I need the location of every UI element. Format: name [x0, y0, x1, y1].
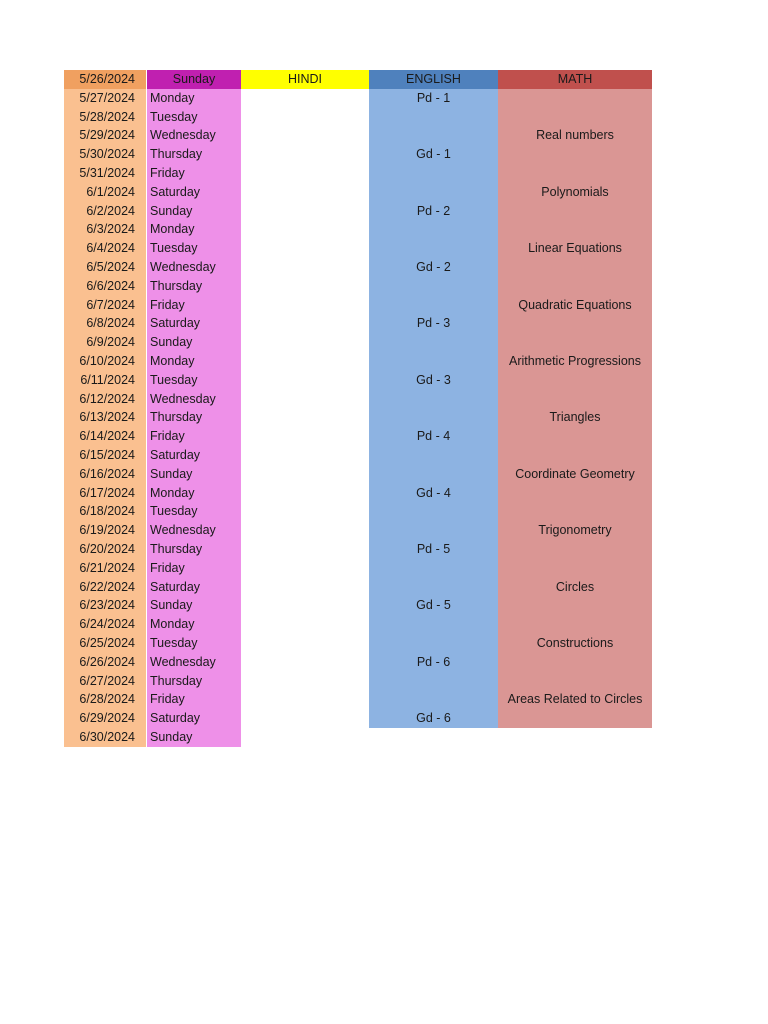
math-cell[interactable]: [498, 653, 652, 672]
table-row: [64, 502, 652, 521]
day-cell[interactable]: Wednesday: [147, 653, 241, 672]
date-cell[interactable]: 6/11/2024: [64, 371, 146, 390]
math-cell[interactable]: [498, 202, 652, 221]
english-cell[interactable]: [369, 690, 498, 709]
english-cell[interactable]: [369, 578, 498, 597]
hindi-cell[interactable]: [241, 183, 369, 202]
date-cell[interactable]: 6/20/2024: [64, 540, 146, 559]
math-cell[interactable]: [498, 371, 652, 390]
english-cell[interactable]: Pd - 6: [369, 653, 498, 672]
table-row: [64, 145, 652, 164]
day-cell[interactable]: Sunday: [147, 333, 241, 352]
date-cell[interactable]: 6/18/2024: [64, 502, 146, 521]
table-row: [64, 728, 652, 747]
hindi-cell[interactable]: [241, 352, 369, 371]
day-cell[interactable]: Monday: [147, 352, 241, 371]
math-cell[interactable]: [498, 446, 652, 465]
table-row: [64, 709, 652, 728]
table-row: [64, 465, 652, 484]
math-cell[interactable]: [498, 728, 652, 747]
day-cell[interactable]: Tuesday: [147, 634, 241, 653]
header-date-cell[interactable]: 5/26/2024: [64, 70, 146, 89]
date-cell[interactable]: 6/24/2024: [64, 615, 146, 634]
hindi-cell[interactable]: [241, 408, 369, 427]
date-cell[interactable]: 6/13/2024: [64, 408, 146, 427]
day-cell[interactable]: Tuesday: [147, 239, 241, 258]
table-row: [64, 126, 652, 145]
math-cell[interactable]: Constructions: [498, 634, 652, 653]
date-cell[interactable]: 6/19/2024: [64, 521, 146, 540]
date-cell[interactable]: 6/27/2024: [64, 672, 146, 691]
table-row: [64, 653, 652, 672]
math-cell[interactable]: [498, 615, 652, 634]
math-cell[interactable]: [498, 89, 652, 108]
hindi-cell[interactable]: [241, 89, 369, 108]
hindi-cell[interactable]: [241, 108, 369, 127]
date-cell[interactable]: 6/10/2024: [64, 352, 146, 371]
day-cell[interactable]: Tuesday: [147, 502, 241, 521]
english-cell[interactable]: [369, 333, 498, 352]
header-english-cell[interactable]: ENGLISH: [369, 70, 498, 89]
math-cell[interactable]: [498, 672, 652, 691]
english-cell[interactable]: [369, 672, 498, 691]
header-math-cell[interactable]: MATH: [498, 70, 652, 89]
table-row: [64, 164, 652, 183]
date-cell[interactable]: 6/6/2024: [64, 277, 146, 296]
hindi-cell[interactable]: [241, 709, 369, 728]
hindi-cell[interactable]: [241, 559, 369, 578]
math-cell[interactable]: [498, 596, 652, 615]
day-cell[interactable]: Sunday: [147, 202, 241, 221]
english-cell[interactable]: [369, 239, 498, 258]
day-cell[interactable]: Thursday: [147, 672, 241, 691]
math-cell[interactable]: [498, 427, 652, 446]
header-hindi-cell[interactable]: HINDI: [241, 70, 369, 89]
math-cell[interactable]: [498, 314, 652, 333]
hindi-cell[interactable]: [241, 314, 369, 333]
table-row: [64, 672, 652, 691]
day-cell[interactable]: Wednesday: [147, 258, 241, 277]
math-cell[interactable]: [498, 709, 652, 728]
hindi-cell[interactable]: [241, 258, 369, 277]
day-cell[interactable]: Saturday: [147, 183, 241, 202]
english-cell[interactable]: [369, 446, 498, 465]
date-cell[interactable]: 6/16/2024: [64, 465, 146, 484]
table-row: [64, 296, 652, 315]
table-row: [64, 408, 652, 427]
english-cell[interactable]: Gd - 4: [369, 484, 498, 503]
hindi-cell[interactable]: [241, 239, 369, 258]
english-cell[interactable]: [369, 390, 498, 409]
day-cell[interactable]: Thursday: [147, 408, 241, 427]
hindi-cell[interactable]: [241, 634, 369, 653]
day-cell[interactable]: Monday: [147, 615, 241, 634]
day-cell[interactable]: Monday: [147, 220, 241, 239]
english-cell[interactable]: [369, 728, 498, 747]
day-cell[interactable]: Wednesday: [147, 521, 241, 540]
date-cell[interactable]: 6/23/2024: [64, 596, 146, 615]
day-cell[interactable]: Friday: [147, 690, 241, 709]
english-cell[interactable]: Pd - 2: [369, 202, 498, 221]
table-row: [64, 578, 652, 597]
english-cell[interactable]: [369, 277, 498, 296]
day-cell[interactable]: Thursday: [147, 540, 241, 559]
day-cell[interactable]: Saturday: [147, 314, 241, 333]
table-row: [64, 89, 652, 108]
hindi-cell[interactable]: [241, 728, 369, 747]
math-cell[interactable]: Areas Related to Circles: [498, 690, 652, 709]
day-cell[interactable]: Thursday: [147, 277, 241, 296]
day-cell[interactable]: Friday: [147, 559, 241, 578]
table-row: [64, 352, 652, 371]
table-row: [64, 277, 652, 296]
hindi-cell[interactable]: [241, 390, 369, 409]
english-cell[interactable]: Gd - 2: [369, 258, 498, 277]
date-cell[interactable]: 6/4/2024: [64, 239, 146, 258]
date-cell[interactable]: 6/26/2024: [64, 653, 146, 672]
table-row: [64, 540, 652, 559]
date-cell[interactable]: 6/9/2024: [64, 333, 146, 352]
date-cell[interactable]: 6/28/2024: [64, 690, 146, 709]
math-cell[interactable]: Real numbers: [498, 126, 652, 145]
hindi-cell[interactable]: [241, 465, 369, 484]
math-cell[interactable]: [498, 540, 652, 559]
hindi-cell[interactable]: [241, 202, 369, 221]
hindi-cell[interactable]: [241, 371, 369, 390]
table-row: [64, 615, 652, 634]
date-cell[interactable]: 6/14/2024: [64, 427, 146, 446]
day-cell[interactable]: Wednesday: [147, 390, 241, 409]
day-cell[interactable]: Tuesday: [147, 108, 241, 127]
math-cell[interactable]: Arithmetic Progressions: [498, 352, 652, 371]
table-row: [64, 183, 652, 202]
hindi-cell[interactable]: [241, 126, 369, 145]
english-cell[interactable]: Pd - 4: [369, 427, 498, 446]
math-cell[interactable]: [498, 108, 652, 127]
day-cell[interactable]: Friday: [147, 164, 241, 183]
hindi-cell[interactable]: [241, 446, 369, 465]
math-cell[interactable]: Circles: [498, 578, 652, 597]
table-row: [64, 202, 652, 221]
math-cell[interactable]: [498, 164, 652, 183]
english-cell[interactable]: Pd - 1: [369, 89, 498, 108]
english-cell[interactable]: [369, 296, 498, 315]
hindi-cell[interactable]: [241, 164, 369, 183]
math-cell[interactable]: Triangles: [498, 408, 652, 427]
english-cell[interactable]: [369, 521, 498, 540]
day-cell[interactable]: Monday: [147, 484, 241, 503]
math-cell[interactable]: Trigonometry: [498, 521, 652, 540]
hindi-cell[interactable]: [241, 690, 369, 709]
date-cell[interactable]: 6/12/2024: [64, 390, 146, 409]
hindi-cell[interactable]: [241, 484, 369, 503]
date-cell[interactable]: 6/15/2024: [64, 446, 146, 465]
math-cell[interactable]: [498, 390, 652, 409]
date-cell[interactable]: 6/22/2024: [64, 578, 146, 597]
english-cell[interactable]: [369, 615, 498, 634]
hindi-cell[interactable]: [241, 502, 369, 521]
english-cell[interactable]: [369, 634, 498, 653]
day-cell[interactable]: Saturday: [147, 446, 241, 465]
table-row: [64, 390, 652, 409]
table-row: [64, 484, 652, 503]
math-cell[interactable]: [498, 333, 652, 352]
hindi-cell[interactable]: [241, 653, 369, 672]
day-cell[interactable]: Wednesday: [147, 126, 241, 145]
day-cell[interactable]: Friday: [147, 296, 241, 315]
hindi-cell[interactable]: [241, 296, 369, 315]
table-row: [64, 446, 652, 465]
english-cell[interactable]: Gd - 1: [369, 145, 498, 164]
day-cell[interactable]: Friday: [147, 427, 241, 446]
english-cell[interactable]: [369, 126, 498, 145]
table-row: [64, 427, 652, 446]
date-cell[interactable]: 6/1/2024: [64, 183, 146, 202]
english-cell[interactable]: [369, 352, 498, 371]
date-cell[interactable]: 5/31/2024: [64, 164, 146, 183]
date-cell[interactable]: 6/21/2024: [64, 559, 146, 578]
date-cell[interactable]: 6/8/2024: [64, 314, 146, 333]
table-row: [64, 559, 652, 578]
english-cell[interactable]: [369, 465, 498, 484]
math-cell[interactable]: [498, 220, 652, 239]
math-cell[interactable]: [498, 277, 652, 296]
table-row: [64, 690, 652, 709]
table-row: [64, 521, 652, 540]
english-cell[interactable]: Pd - 3: [369, 314, 498, 333]
hindi-cell[interactable]: [241, 220, 369, 239]
english-cell[interactable]: [369, 559, 498, 578]
header-day-cell[interactable]: Sunday: [147, 70, 241, 89]
hindi-cell[interactable]: [241, 277, 369, 296]
date-cell[interactable]: 6/2/2024: [64, 202, 146, 221]
date-cell[interactable]: 6/5/2024: [64, 258, 146, 277]
hindi-cell[interactable]: [241, 333, 369, 352]
date-cell[interactable]: 6/7/2024: [64, 296, 146, 315]
english-cell[interactable]: Gd - 6: [369, 709, 498, 728]
table-row: [64, 596, 652, 615]
date-cell[interactable]: 5/27/2024: [64, 89, 146, 108]
english-cell[interactable]: [369, 183, 498, 202]
table-row: [64, 108, 652, 127]
header-row: [64, 70, 652, 89]
math-cell[interactable]: [498, 484, 652, 503]
date-cell[interactable]: 6/25/2024: [64, 634, 146, 653]
date-cell[interactable]: 6/30/2024: [64, 728, 146, 747]
day-cell[interactable]: Saturday: [147, 578, 241, 597]
hindi-cell[interactable]: [241, 427, 369, 446]
english-cell[interactable]: [369, 164, 498, 183]
english-cell[interactable]: Gd - 5: [369, 596, 498, 615]
date-cell[interactable]: 5/28/2024: [64, 108, 146, 127]
hindi-cell[interactable]: [241, 145, 369, 164]
date-cell[interactable]: 6/29/2024: [64, 709, 146, 728]
english-cell[interactable]: [369, 408, 498, 427]
hindi-cell[interactable]: [241, 540, 369, 559]
day-cell[interactable]: Sunday: [147, 596, 241, 615]
english-cell[interactable]: [369, 108, 498, 127]
math-cell[interactable]: Quadratic Equations: [498, 296, 652, 315]
math-cell[interactable]: [498, 559, 652, 578]
date-cell[interactable]: 6/17/2024: [64, 484, 146, 503]
date-cell[interactable]: 5/30/2024: [64, 145, 146, 164]
hindi-cell[interactable]: [241, 672, 369, 691]
day-cell[interactable]: Tuesday: [147, 371, 241, 390]
day-cell[interactable]: Sunday: [147, 728, 241, 747]
day-cell[interactable]: Thursday: [147, 145, 241, 164]
hindi-cell[interactable]: [241, 596, 369, 615]
day-cell[interactable]: Sunday: [147, 465, 241, 484]
day-cell[interactable]: Monday: [147, 89, 241, 108]
table-row: [64, 634, 652, 653]
math-cell[interactable]: Linear Equations: [498, 239, 652, 258]
hindi-cell[interactable]: [241, 521, 369, 540]
hindi-cell[interactable]: [241, 615, 369, 634]
hindi-cell[interactable]: [241, 578, 369, 597]
table-row: [64, 371, 652, 390]
english-cell[interactable]: [369, 502, 498, 521]
english-cell[interactable]: Pd - 5: [369, 540, 498, 559]
math-cell[interactable]: Polynomials: [498, 183, 652, 202]
table-row: [64, 314, 652, 333]
date-cell[interactable]: 5/29/2024: [64, 126, 146, 145]
math-cell[interactable]: Coordinate Geometry: [498, 465, 652, 484]
table-row: [64, 239, 652, 258]
math-cell[interactable]: [498, 145, 652, 164]
math-cell[interactable]: [498, 502, 652, 521]
math-cell[interactable]: [498, 258, 652, 277]
day-cell[interactable]: Saturday: [147, 709, 241, 728]
english-cell[interactable]: [369, 220, 498, 239]
date-cell[interactable]: 6/3/2024: [64, 220, 146, 239]
table-row: [64, 220, 652, 239]
english-cell[interactable]: Gd - 3: [369, 371, 498, 390]
table-row: [64, 333, 652, 352]
table-row: [64, 258, 652, 277]
